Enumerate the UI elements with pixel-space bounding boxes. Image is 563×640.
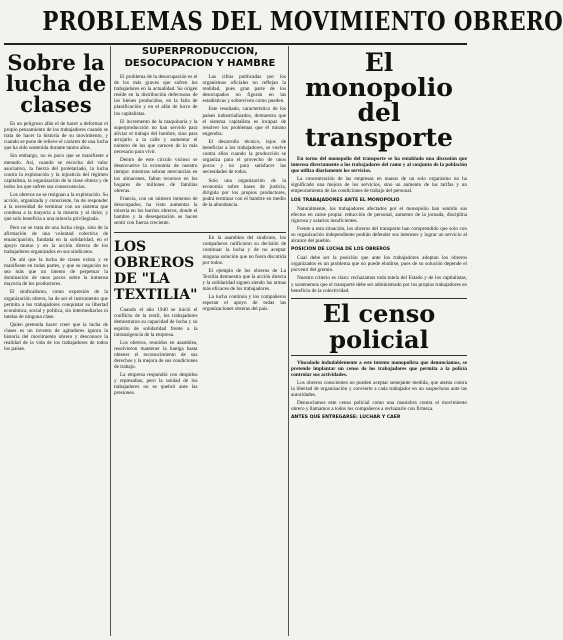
article-paragraph: Denunciamos este censo policial como una maniobra contra el movimiento obrero y llamamos a todos los compañeros a rechazarlo con firmeza. [291,400,467,413]
article-paragraph: Cual debe ser la posición que ante los trabajadores adoptan los obreros organizados es un problema que no puede eludirse, pues de su solución depende el porvenir del gremio. [291,255,467,274]
masthead-rule [4,43,467,45]
article-paragraph: Quien pretenda hacer creer que la lucha de clases es un invento de agitadores ignora la historia del movimiento obrero y desconoce la realidad de la vida de los trabajadores de todos los países. [4,321,108,353]
article-paragraph: Este resultado, característico de los países industrializados, demuestra que el sistema capitalista es incapaz de resolver los problemas que él mismo engendra. [202,106,286,137]
article-subheading: POSICION DE LUCHA DE LOS OBREROS [291,247,391,253]
article-paragraph: De ahí que la lucha de clases exista y se manifieste en todas partes, y que su negación no sea más que un intento de perpetuar la dominación de unos pocos sobre la inmensa mayoría de los productores. [4,256,108,288]
article-superproduccion [114,46,286,228]
right-column [291,46,467,638]
article-subheading: LOS TRABAJADORES ANTE EL MONOPOLIO [291,197,400,203]
article-paragraph: Cuando el año 1940 se inició el conflicto de la textil, los trabajadores demostraron su capacidad de lucha y su espíritu de solidaridad frente a la intransigencia de la empresa. [114,307,198,338]
column-divider [288,46,289,636]
article-paragraph: El incremento de la maquinaria y la superproducción no han servido para aliviar el trabajo del hombre, sino para arrojarlo a la calle y aumentar el número de los que carecen de lo más necesario para vivir. [114,118,198,156]
article-paragraph: Pero no se trata de una lucha ciega, sino de la afirmación de una voluntad colectiva de emancipación, fundada en la solidaridad, en el apoyo mutuo y en la acción directa de los trabajadores organizados en sus sindicatos. [4,224,108,255]
article-paragraph: En torno del monopolio del transporte se ha entablado una discusión que interesa directamente a los trabajadores del ramo y al conjunto de la población que utiliza diariamente los servicios. [291,156,467,175]
article-title: SUPERPRODUCCION, DESOCUPACION Y HAMBRE [124,46,276,69]
article-lucha-de-clases [4,46,108,638]
article-paragraph: El problema de la desocupación es el de los más graves que sufren los trabajadores en la actualidad. Su origen reside en la distribución defectuosa de los bienes producidos, en la falta de planificación y en el afán de lucro de los capitalistas. [114,74,198,117]
article-paragraph: La empresa respondió con despidos y represalias, pero la unidad de los trabajadores no se quebró ante las presiones. [114,372,198,397]
article-paragraph: Francia, con un número inmenso de desocupados, ha visto aumentar la miseria en los barrios obreros, donde el hambre y la desesperación se hacen sentir con fuerza creciente. [114,195,198,227]
article-paragraph: Los obreros, reunidos en asamblea, resolvieron mantener la huelga hasta obtener el reconocimiento de sus derechos y la mejora de sus condiciones de trabajo. [114,339,198,371]
article-censo [291,298,467,422]
article-paragraph: El sindicalismo, como expresión de la organización obrera, ha de ser el instrumento que permita a los trabajadores conquistar su libertad económica, social y política, sin intermediarios ni tutelas de ninguna clase. [4,289,108,320]
article-paragraph: Los obreros conscientes no pueden aceptar semejante medida, que atenta contra la libertad de organización y convierte a cada trabajador en un sospechoso ante las autoridades. [291,379,467,399]
article-title: El censo policial [291,298,467,356]
article-paragraph: La lucha continúa y los compañeros esperan el apoyo de todas las organizaciones obreras del país. [202,294,286,313]
article-paragraph: Los obreros no se resignan a la explotación. Su acción, organizada y consciente, ha de responder a la necesidad de terminar con un sistema que condena a la mayoría a la miseria y al dolor, y que solo beneficia a una minoría privilegiada. [4,192,108,223]
column-divider [110,46,111,636]
article-paragraph: Las cifras publicadas por los organismos oficiales no reflejan la realidad, pues gran parte de los desocupados no figuran en las estadísticas y sobreviven como pueden. [202,74,286,105]
article-paragraph: El desarrollo técnico, lejos de beneficiar a los trabajadores, se vuelve contra ellos cuando la producción se organiza para el provecho de unos pocos y no para satisfacer las necesidades de todos. [202,138,286,176]
article-title: Sobre la lucha de clases [5,50,107,117]
article-paragraph: Dentro de este círculo vicioso se desenvuelve la economía de nuestro tiempo: mientras sobran mercancías en los almacenes, faltan recursos en los hogares de millones de familias obreras. [114,157,198,194]
article-paragraph: Nuestro criterio es claro: rechazamos toda tutela del Estado y de los capitalistas, y sostenemos que el transporte debe ser administrado por los propios trabajadores en beneficio de la colectividad. [291,275,467,294]
article-transporte [291,50,467,294]
article-paragraph: La concentración de las empresas en manos de un solo organismo no ha significado una mejora de los servicios, sino un aumento de las tarifas y un empeoramiento de las condiciones de trabajo del personal. [291,176,467,195]
article-title: El monopolio del transporte [305,48,453,152]
article-paragraph: El ejemplo de los obreros de La Textilia demuestra que la acción directa y la solidaridad siguen siendo las armas más eficaces de los trabajadores. [202,267,286,292]
article-paragraph: Naturalmente, los trabajadores afectados por el monopolio han sentido sus efectos en carne propia: reducción de personal, aumento de la jornada, disciplina rigurosa y salarios insuficientes. [291,205,467,224]
article-paragraph: Es un peligroso afán el de hacer a deformar el propio pensamiento de los trabajadores cuando se trata de hacer la historia de su movimiento, y cuando se pone de relieve el carácter de una lucha que ha sido sostenida durante tantos años. [4,121,108,152]
article-paragraph: Vinculado indudablemente a este intento monopolista que denunciamos, se pretende implantar un censo de los trabajadores que permita a la policía controlar sus actividades. [291,359,467,378]
article-paragraph: En la asamblea del sindicato, los compañeros ratificaron su decisión de continuar la lucha y de no aceptar ninguna solución que no fuera discutida por todos. [202,235,286,266]
masthead-title: PROBLEMAS DEL MOVIMIENTO OBRERO [42,7,563,37]
center-column [114,46,286,638]
article-paragraph: Solo una organización de la economía sobre bases de justicia, dirigida por los propios productores, podrá terminar con el hambre en medio de la abundancia. [202,177,286,208]
article-textilia [114,232,286,398]
article-title: LOS OBREROS DE "LA TEXTILIA" [114,239,198,304]
article-paragraph: Sin embargo, no es poco que se manifieste a menudo. Así, cuando se escucha del valor asociativo, la fuerza del proletariado, la lucha contra la explotación y la injusticia del régimen capitalista, la organización de la clase obrera y de todos los que sufren sus consecuencias. [4,153,108,190]
article-paragraph: Frente a esta situación, los obreros del transporte han comprendido que solo con su organización independiente podrán defender sus intereses y lograr un servicio al alcance del pueblo. [291,225,467,245]
article-subheading: ANTES QUE ENTREGARSE: LUCHAR Y CAER [291,415,401,421]
